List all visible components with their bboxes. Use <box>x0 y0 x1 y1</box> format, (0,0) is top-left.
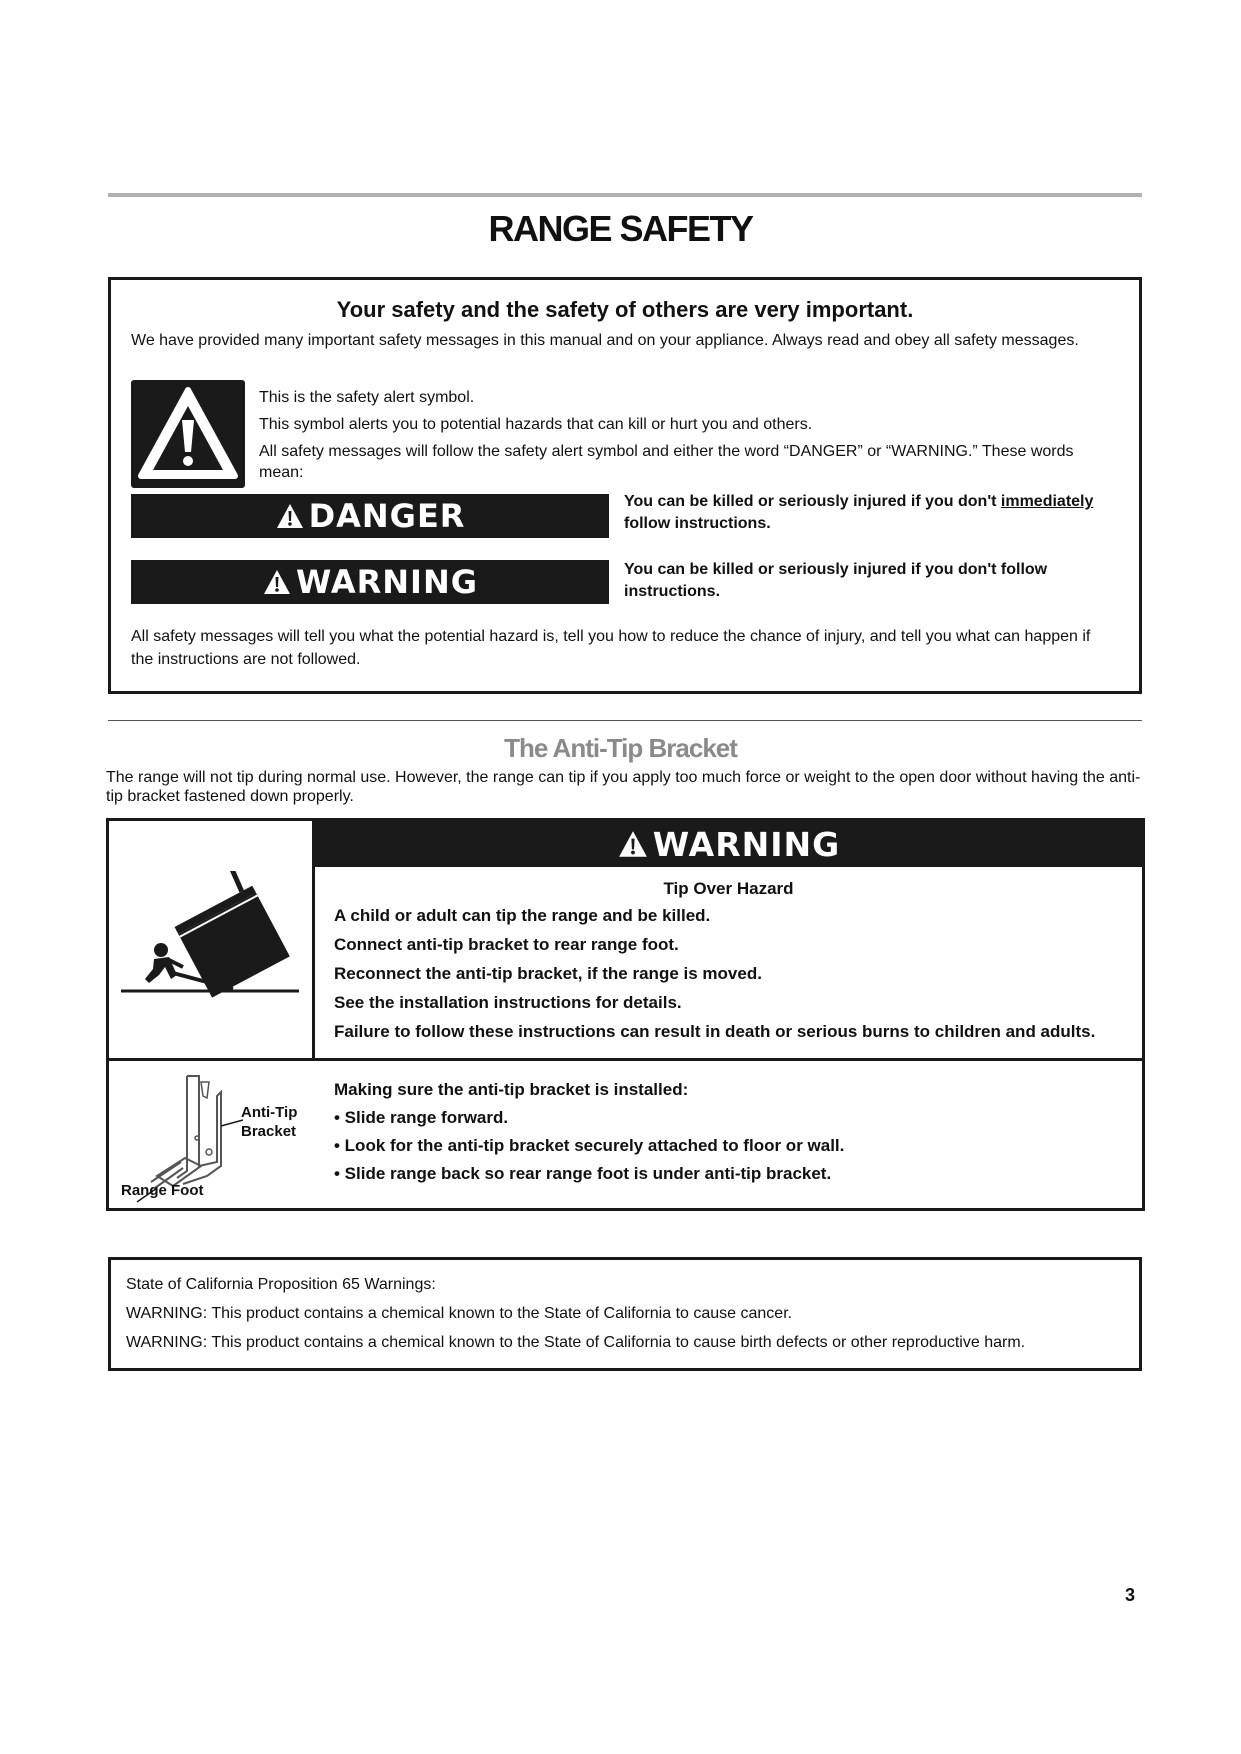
hazard-line: Reconnect the anti-tip bracket, if the range is moved. <box>334 964 762 983</box>
installation-check <box>334 1079 1124 1191</box>
top-rule <box>108 193 1142 197</box>
danger-banner <box>131 494 609 538</box>
symbol-line: This symbol alerts you to potential hazards that can kill or hurt you and others. <box>259 416 813 433</box>
tip-warning-label: WARNING <box>652 824 841 864</box>
prop65-line: WARNING: This product contains a chemical known to the State of California to cause cancer. <box>126 1305 793 1322</box>
prop65-heading: State of California Proposition 65 Warnings: <box>126 1276 436 1293</box>
alert-triangle-icon <box>262 568 292 596</box>
step-item: • Look for the anti-tip bracket securely attached to floor or wall. <box>334 1136 845 1155</box>
hazard-line: See the installation instructions for details. <box>334 993 682 1012</box>
tip-warning-banner <box>315 821 1142 867</box>
safety-intro: We have provided many important safety messages in this manual and on your appliance. Always read and obey all safety messages. <box>131 332 1079 349</box>
danger-label: DANGER <box>308 497 466 535</box>
tipping-range-illustration <box>121 871 301 1006</box>
tip-over-warning-box <box>106 818 1145 1211</box>
page-number: 3 <box>1125 1585 1136 1605</box>
anti-tip-bracket-label: Anti-Tip Bracket <box>241 1104 298 1140</box>
symbol-line: All safety messages will follow the safety alert symbol and either the word “DANGER” or “WARNING.” These words mean: <box>259 443 1074 481</box>
safety-heading: Your safety and the safety of others are very important. <box>336 297 914 322</box>
hazard-line: Connect anti-tip bracket to rear range foot. <box>334 935 679 954</box>
prop65-warning-box <box>108 1257 1142 1371</box>
emphasis-immediately: immediately <box>1000 493 1094 510</box>
divider <box>109 1058 1142 1061</box>
alert-triangle-icon <box>617 829 649 859</box>
prop65-line: WARNING: This product contains a chemical known to the State of California to cause birth defects or other reproductive harm. <box>126 1334 1026 1351</box>
safety-message-box <box>108 277 1142 694</box>
hazard-line: A child or adult can tip the range and be killed. <box>334 906 711 925</box>
range-foot-label: Range Foot <box>121 1182 204 1199</box>
alert-symbol-explanation <box>259 387 1099 489</box>
alert-triangle-icon <box>275 502 305 530</box>
warning-banner <box>131 560 609 604</box>
hazard-line: Failure to follow these instructions can result in death or serious burns to children and adults. <box>334 1022 1096 1041</box>
warning-description: You can be killed or seriously injured if you don't follow instructions. <box>624 561 1048 600</box>
symbol-line: This is the safety alert symbol. <box>259 389 475 406</box>
danger-description: You can be killed or seriously injured if you don't immediately follow instructions. <box>624 493 1094 532</box>
hazard-title: Tip Over Hazard <box>663 879 794 898</box>
step-item: • Slide range back so rear range foot is under anti-tip bracket. <box>334 1164 832 1183</box>
warning-label: WARNING <box>296 563 478 601</box>
safety-alert-icon <box>131 380 245 488</box>
anti-tip-title: The Anti-Tip Bracket <box>504 733 737 763</box>
safety-closing: All safety messages will tell you what the potential hazard is, tell you how to reduce the chance of injury, and tell you what can happen if the instructions are not followed. <box>131 628 1091 668</box>
making-sure-heading: Making sure the anti-tip bracket is installed: <box>334 1080 689 1099</box>
step-item: • Slide range forward. <box>334 1108 509 1127</box>
section-rule <box>108 720 1142 721</box>
anti-tip-intro: The range will not tip during normal use. However, the range can tip if you apply too much force or weight to the open door without having the anti-tip bracket fastened down properly. <box>106 769 1141 805</box>
page-title: RANGE SAFETY <box>488 208 753 249</box>
hazard-lines <box>334 905 1134 1050</box>
